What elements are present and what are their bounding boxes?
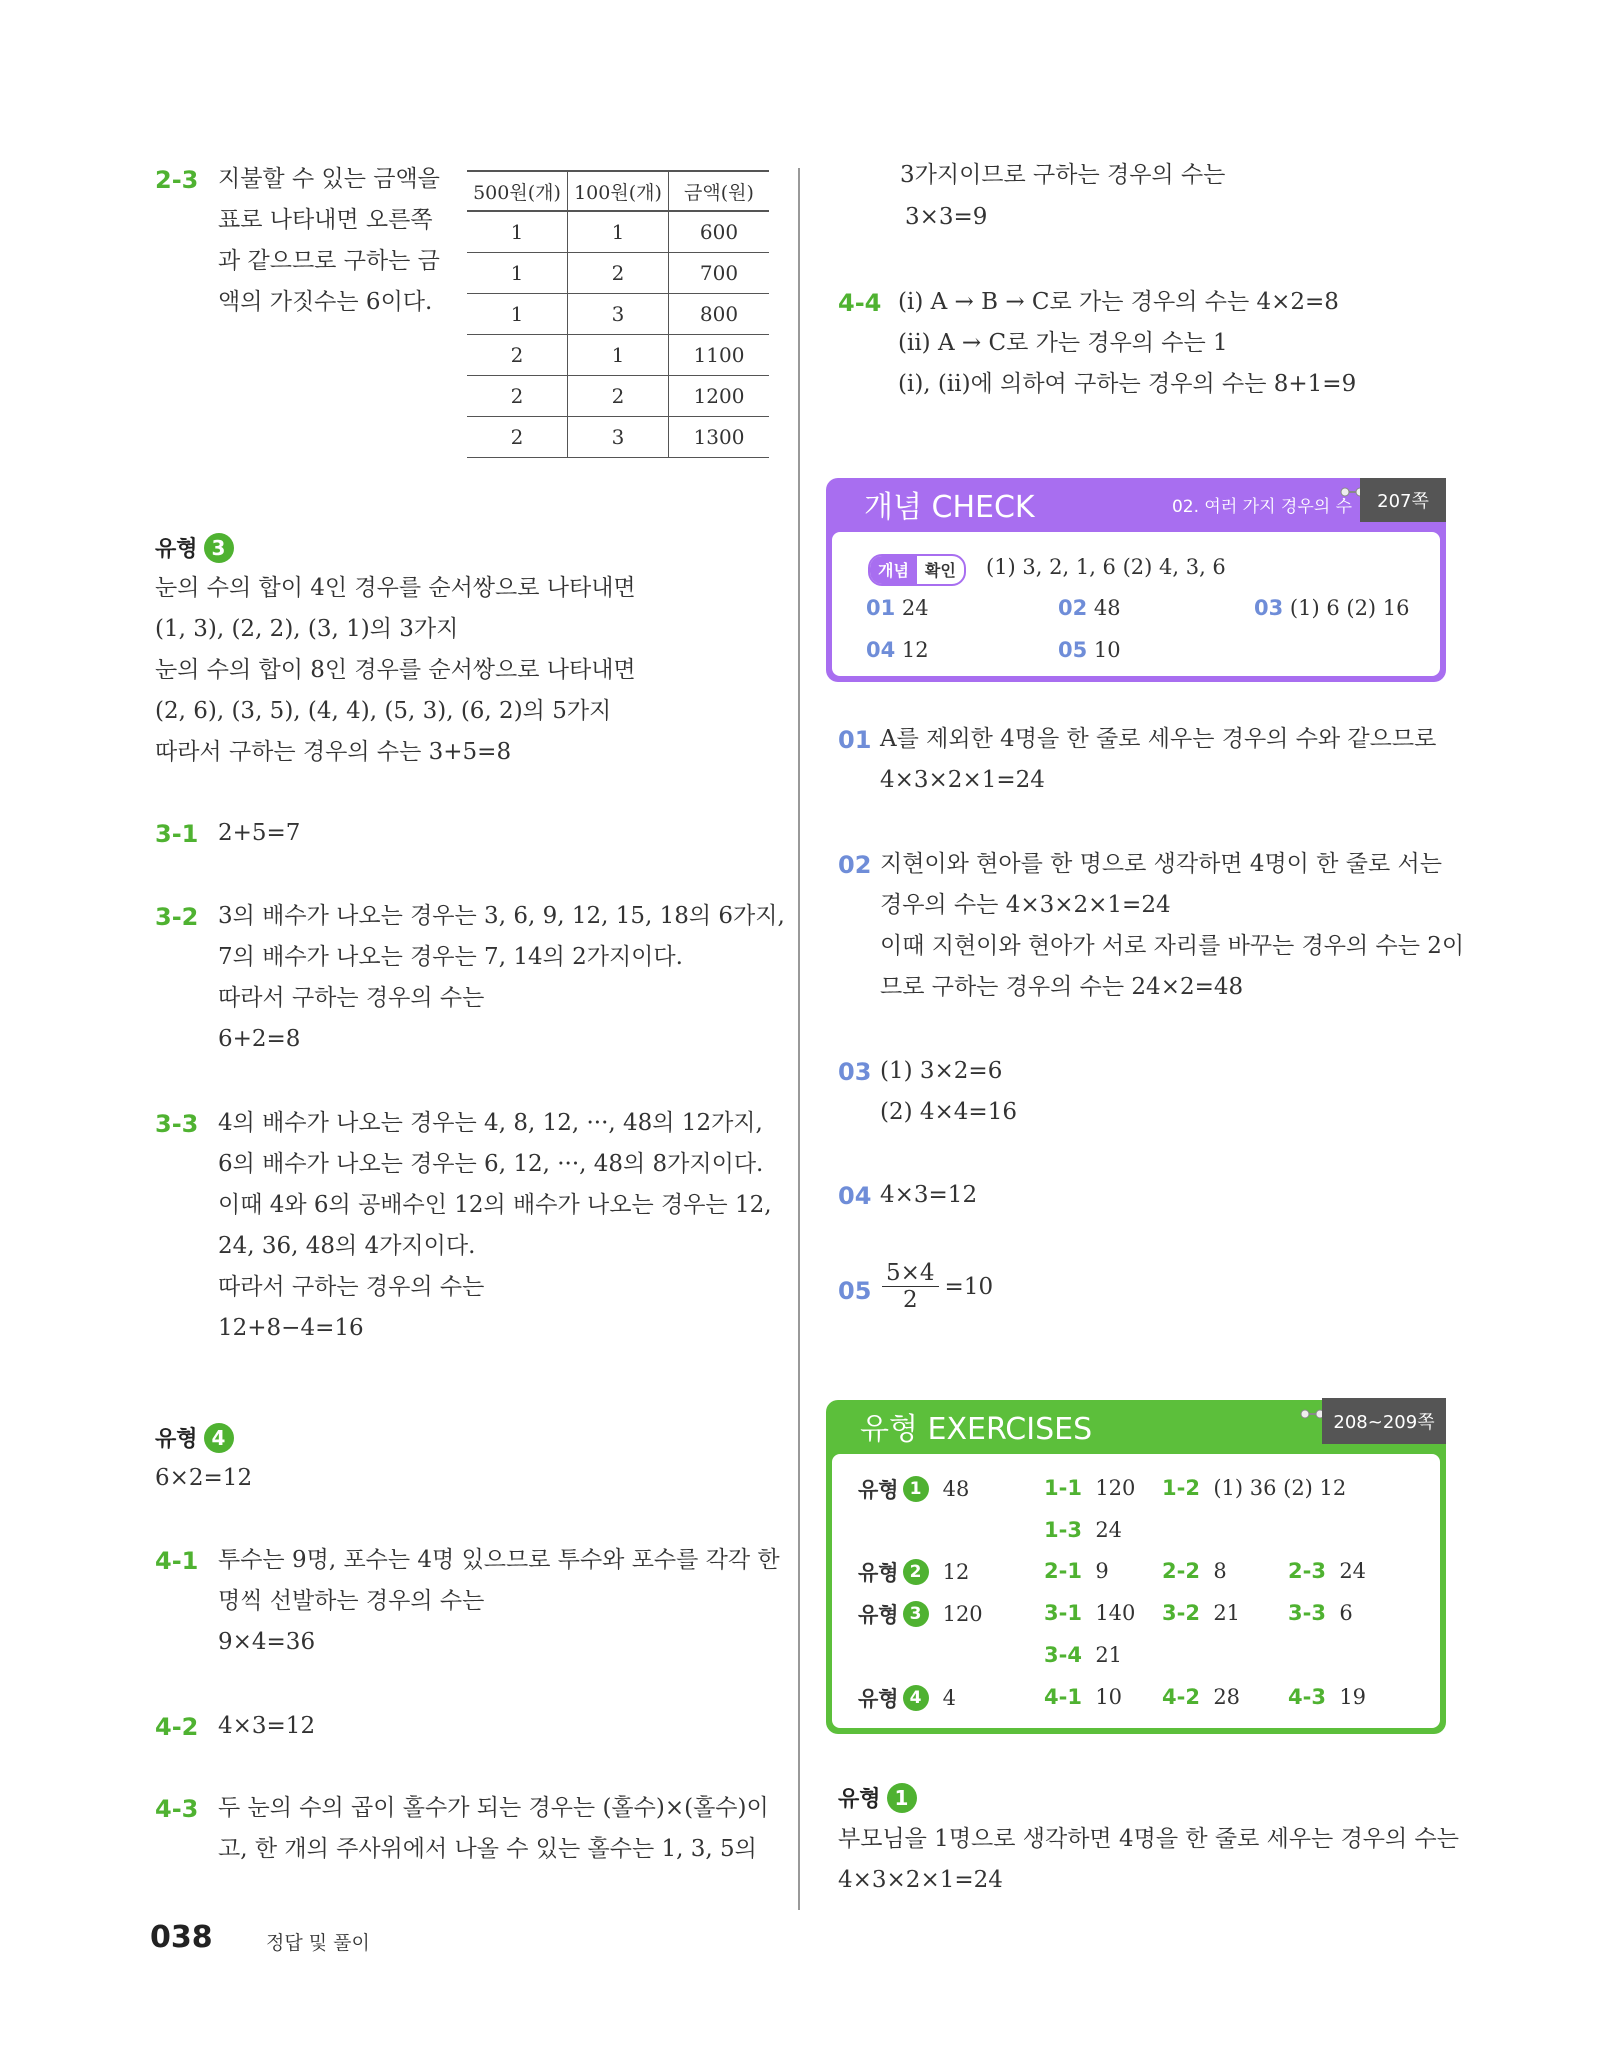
- table-cell: 2: [568, 253, 669, 294]
- type-number-badge: 2: [903, 1559, 929, 1585]
- problem-number-4-2: 4-2: [155, 1713, 199, 1741]
- type-heading-1: [838, 1782, 917, 1813]
- exercise-answer: [1162, 1601, 1240, 1625]
- table-cell: 2: [467, 335, 568, 376]
- problem-number-01: 01: [838, 726, 872, 754]
- exercise-answer: [1044, 1601, 1135, 1625]
- type-number-badge: 4: [903, 1685, 929, 1711]
- text-line: 액의 가짓수는 6이다.: [218, 289, 433, 315]
- page-tab-207: 207쪽: [1360, 478, 1446, 522]
- text-line: 따라서 구하는 경우의 수는: [218, 985, 485, 1011]
- answer-value: 120: [1095, 1476, 1136, 1500]
- pill-label: 확인: [924, 561, 956, 580]
- table-cell: 1100: [669, 335, 770, 376]
- text-line: 따라서 구하는 경우의 수는 3+5=8: [155, 739, 512, 765]
- clip-icon: [1340, 484, 1358, 502]
- check-answer-03: [1254, 596, 1410, 620]
- table-cell: 1: [568, 211, 669, 253]
- answer-key: 04: [866, 638, 896, 662]
- text-line: 과 같으므로 구하는 금: [218, 248, 440, 274]
- exercise-answer: [1288, 1559, 1366, 1583]
- answer-key: 2-2: [1162, 1559, 1200, 1583]
- text-line: 3×3=9: [905, 204, 988, 230]
- answer-value: 21: [1095, 1643, 1123, 1667]
- type-number-badge: 3: [903, 1601, 929, 1627]
- type-number-badge: 1: [887, 1783, 917, 1813]
- concept-check-subtitle: 02. 여러 가지 경우의 수: [1171, 496, 1352, 517]
- answer-value: 8: [1213, 1559, 1227, 1583]
- text-line: 따라서 구하는 경우의 수는: [218, 1274, 485, 1300]
- text-line: A를 제외한 4명을 한 줄로 세우는 경우의 수와 같으므로: [880, 726, 1437, 752]
- problem-number-2-3: 2-3: [155, 166, 199, 194]
- check-answer-05: [1058, 638, 1121, 662]
- text-line: (1) 3×2=6: [880, 1058, 1003, 1084]
- table-cell: 700: [669, 253, 770, 294]
- answer-key: 1-2: [1162, 1476, 1200, 1500]
- table-row: [467, 253, 769, 294]
- answer-key: 3-4: [1044, 1643, 1082, 1667]
- answer-value: 12: [901, 638, 929, 662]
- page-number: 038: [150, 1920, 213, 1955]
- answer-key: 4-3: [1288, 1685, 1326, 1709]
- text-line: (2, 6), (3, 5), (4, 4), (5, 3), (6, 2)의 5가지: [155, 698, 612, 724]
- answer-value: 6: [1339, 1601, 1353, 1625]
- table-row: [467, 294, 769, 335]
- text-line: 9×4=36: [218, 1629, 316, 1655]
- answer-key: 3-1: [1044, 1601, 1082, 1625]
- answer-value: (1) 6 (2) 16: [1289, 596, 1410, 620]
- table-cell: 3: [568, 417, 669, 458]
- exercise-answer: [1162, 1559, 1227, 1583]
- table-cell: 1: [467, 253, 568, 294]
- exercise-answer: [1044, 1685, 1122, 1709]
- text-line: 투수는 9명, 포수는 4명 있으므로 투수와 포수를 각각 한: [218, 1547, 780, 1573]
- table-header: 100원(개): [568, 171, 669, 211]
- table-cell: 1300: [669, 417, 770, 458]
- text-line: 3의 배수가 나오는 경우는 3, 6, 9, 12, 15, 18의 6가지,: [218, 903, 785, 929]
- answer-value: 48: [1093, 596, 1121, 620]
- text-line: 6+2=8: [218, 1026, 301, 1052]
- problem-number-4-3: 4-3: [155, 1795, 199, 1823]
- problem-number-4-4: 4-4: [838, 289, 882, 317]
- answer-key: 4-2: [1162, 1685, 1200, 1709]
- footer-label: 정답 및 풀이: [266, 1932, 370, 1954]
- answer-value: 10: [1095, 1685, 1123, 1709]
- answer-value: 140: [1095, 1601, 1136, 1625]
- text-line: 이때 4와 6의 공배수인 12의 배수가 나오는 경우는 12,: [218, 1192, 772, 1218]
- fraction-result: =10: [944, 1273, 994, 1300]
- answer-key: 3-2: [1162, 1601, 1200, 1625]
- table-cell: 2: [467, 417, 568, 458]
- answer-value: 10: [1093, 638, 1121, 662]
- problem-number-3-1: 3-1: [155, 820, 199, 848]
- problem-number-04: 04: [838, 1182, 872, 1210]
- table-row: [467, 417, 769, 458]
- table-cell: 1: [568, 335, 669, 376]
- fraction: [882, 1260, 939, 1313]
- check-answer-02: [1058, 596, 1121, 620]
- text-line: 이때 지현이와 현아가 서로 자리를 바꾸는 경우의 수는 2이: [880, 933, 1465, 959]
- answer-value: 9: [1095, 1559, 1109, 1583]
- text-line: 므로 구하는 경우의 수는 24×2=48: [880, 974, 1244, 1000]
- payment-table: [467, 170, 769, 458]
- type-label: 유형: [155, 1427, 198, 1452]
- table-cell: 1: [467, 294, 568, 335]
- answer-value: 19: [1339, 1685, 1367, 1709]
- answer-key: 05: [1058, 638, 1088, 662]
- text-line: 눈의 수의 합이 4인 경우를 순서쌍으로 나타내면: [155, 575, 636, 601]
- table-cell: 2: [467, 376, 568, 417]
- check-answer-01: [866, 596, 929, 620]
- table-row: [467, 376, 769, 417]
- problem-number-05: 05: [838, 1277, 872, 1305]
- answer-key: 01: [866, 596, 896, 620]
- text-line: 4×3×2×1=24: [880, 767, 1045, 793]
- text-line: 12+8−4=16: [218, 1315, 364, 1341]
- exercise-type-1: [858, 1474, 969, 1504]
- table-cell: 800: [669, 294, 770, 335]
- exercise-answer: [1044, 1518, 1122, 1542]
- answer-value: 24: [1339, 1559, 1367, 1583]
- exercise-type-3: [858, 1599, 983, 1629]
- text-line: 명씩 선발하는 경우의 수는: [218, 1588, 485, 1614]
- fraction-expression: [882, 1260, 993, 1313]
- check-answer-04: [866, 638, 929, 662]
- text-line: 부모님을 1명으로 생각하면 4명을 한 줄로 세우는 경우의 수는: [838, 1826, 1459, 1852]
- exercise-answer: [1044, 1559, 1109, 1583]
- answer-key: 02: [1058, 596, 1088, 620]
- type-label: 유형: [858, 1478, 899, 1502]
- answer-value: (1) 36 (2) 12: [1213, 1476, 1347, 1500]
- text-line: 7의 배수가 나오는 경우는 7, 14의 2가지이다.: [218, 944, 683, 970]
- table-header: 500원(개): [467, 171, 568, 211]
- text-line: 4의 배수가 나오는 경우는 4, 8, 12, ···, 48의 12가지,: [218, 1110, 763, 1136]
- answer-key: 2-1: [1044, 1559, 1082, 1583]
- problem-number-03: 03: [838, 1058, 872, 1086]
- text-line: 4×3=12: [880, 1182, 978, 1208]
- answer-key: 4-1: [1044, 1685, 1082, 1709]
- text-line: (ii) A → C로 가는 경우의 수는 1: [898, 330, 1228, 356]
- text-line: 4×3×2×1=24: [838, 1867, 1003, 1893]
- exercises-header: [826, 1400, 1326, 1452]
- answer-value: 120: [942, 1602, 983, 1626]
- exercise-type-4: [858, 1683, 956, 1713]
- text-line: 두 눈의 수의 곱이 홀수가 되는 경우는 (홀수)×(홀수)이: [218, 1795, 769, 1821]
- type-number-badge: 3: [204, 533, 234, 563]
- exercise-answer: [1162, 1685, 1240, 1709]
- text-line: (1, 3), (2, 2), (3, 1)의 3가지: [155, 616, 459, 642]
- type-label: 유형: [858, 1561, 899, 1585]
- table-row: [467, 335, 769, 376]
- exercise-type-2: [858, 1557, 969, 1587]
- answer-value: 24: [1095, 1518, 1123, 1542]
- text-line: 표로 나타내면 오른쪽: [218, 207, 433, 233]
- type-label: 유형: [858, 1687, 899, 1711]
- concept-confirm-pill: [868, 554, 966, 586]
- fraction-denominator: 2: [902, 1287, 918, 1313]
- type-number-badge: 1: [903, 1476, 929, 1502]
- answer-value: 48: [942, 1477, 970, 1501]
- text-line: 4×3=12: [218, 1713, 316, 1739]
- answer-value: 4: [942, 1686, 956, 1710]
- text-line: 2+5=7: [218, 820, 301, 846]
- problem-number-02: 02: [838, 851, 872, 879]
- type-heading-3: [155, 532, 234, 563]
- table-row: [467, 211, 769, 253]
- table-cell: 2: [568, 376, 669, 417]
- table-cell: 600: [669, 211, 770, 253]
- text-line: 6×2=12: [155, 1465, 253, 1491]
- page-tab-208-209: 208~209쪽: [1322, 1398, 1446, 1444]
- answer-key: 1-3: [1044, 1518, 1082, 1542]
- text-line: (2) 4×4=16: [880, 1099, 1017, 1125]
- fraction-numerator: 5×4: [882, 1260, 939, 1287]
- table-header: 금액(원): [669, 171, 770, 211]
- table-cell: 1200: [669, 376, 770, 417]
- text-line: 6의 배수가 나오는 경우는 6, 12, ···, 48의 8가지이다.: [218, 1151, 764, 1177]
- answer-value: 12: [942, 1560, 970, 1584]
- answer-key: 03: [1254, 596, 1284, 620]
- type-label: 유형: [858, 1603, 899, 1627]
- table-cell: 1: [467, 211, 568, 253]
- concept-check-title: 개념 CHECK: [864, 490, 1035, 525]
- answer-value: 28: [1213, 1685, 1241, 1709]
- answer-value: 21: [1213, 1601, 1241, 1625]
- table-cell: 3: [568, 294, 669, 335]
- pill-label: 개념: [870, 556, 917, 584]
- problem-number-4-1: 4-1: [155, 1547, 199, 1575]
- answer-value: 24: [901, 596, 929, 620]
- exercise-answer: [1044, 1643, 1122, 1667]
- type-label: 유형: [838, 1787, 881, 1812]
- text-line: 3가지이므로 구하는 경우의 수는: [900, 162, 1226, 188]
- text-line: 지현이와 현아를 한 명으로 생각하면 4명이 한 줄로 서는: [880, 851, 1442, 877]
- table-header-row: [467, 171, 769, 211]
- exercise-answer: [1288, 1601, 1353, 1625]
- text-line: 경우의 수는 4×3×2×1=24: [880, 892, 1171, 918]
- problem-number-3-3: 3-3: [155, 1110, 199, 1138]
- concept-check-header: [826, 478, 1366, 530]
- exercise-answer: [1288, 1685, 1366, 1709]
- exercises-title: 유형 EXERCISES: [860, 1412, 1093, 1447]
- text-line: (i), (ii)에 의하여 구하는 경우의 수는 8+1=9: [898, 371, 1357, 397]
- problem-number-3-2: 3-2: [155, 903, 199, 931]
- answer-key: 3-3: [1288, 1601, 1326, 1625]
- exercise-answer: [1162, 1476, 1346, 1500]
- type-number-badge: 4: [204, 1423, 234, 1453]
- answer-key: 2-3: [1288, 1559, 1326, 1583]
- text-line: 지불할 수 있는 금액을: [218, 166, 440, 192]
- type-heading-4: [155, 1422, 234, 1453]
- answer-key: 1-1: [1044, 1476, 1082, 1500]
- column-divider: [798, 168, 800, 1910]
- exercise-answer: [1044, 1476, 1135, 1500]
- text-line: 고, 한 개의 주사위에서 나올 수 있는 홀수는 1, 3, 5의: [218, 1836, 757, 1862]
- concept-confirm-answer: (1) 3, 2, 1, 6 (2) 4, 3, 6: [986, 555, 1226, 579]
- text-line: 24, 36, 48의 4가지이다.: [218, 1233, 476, 1259]
- type-label: 유형: [155, 537, 198, 562]
- text-line: 눈의 수의 합이 8인 경우를 순서쌍으로 나타내면: [155, 657, 636, 683]
- text-line: (i) A → B → C로 가는 경우의 수는 4×2=8: [898, 289, 1339, 315]
